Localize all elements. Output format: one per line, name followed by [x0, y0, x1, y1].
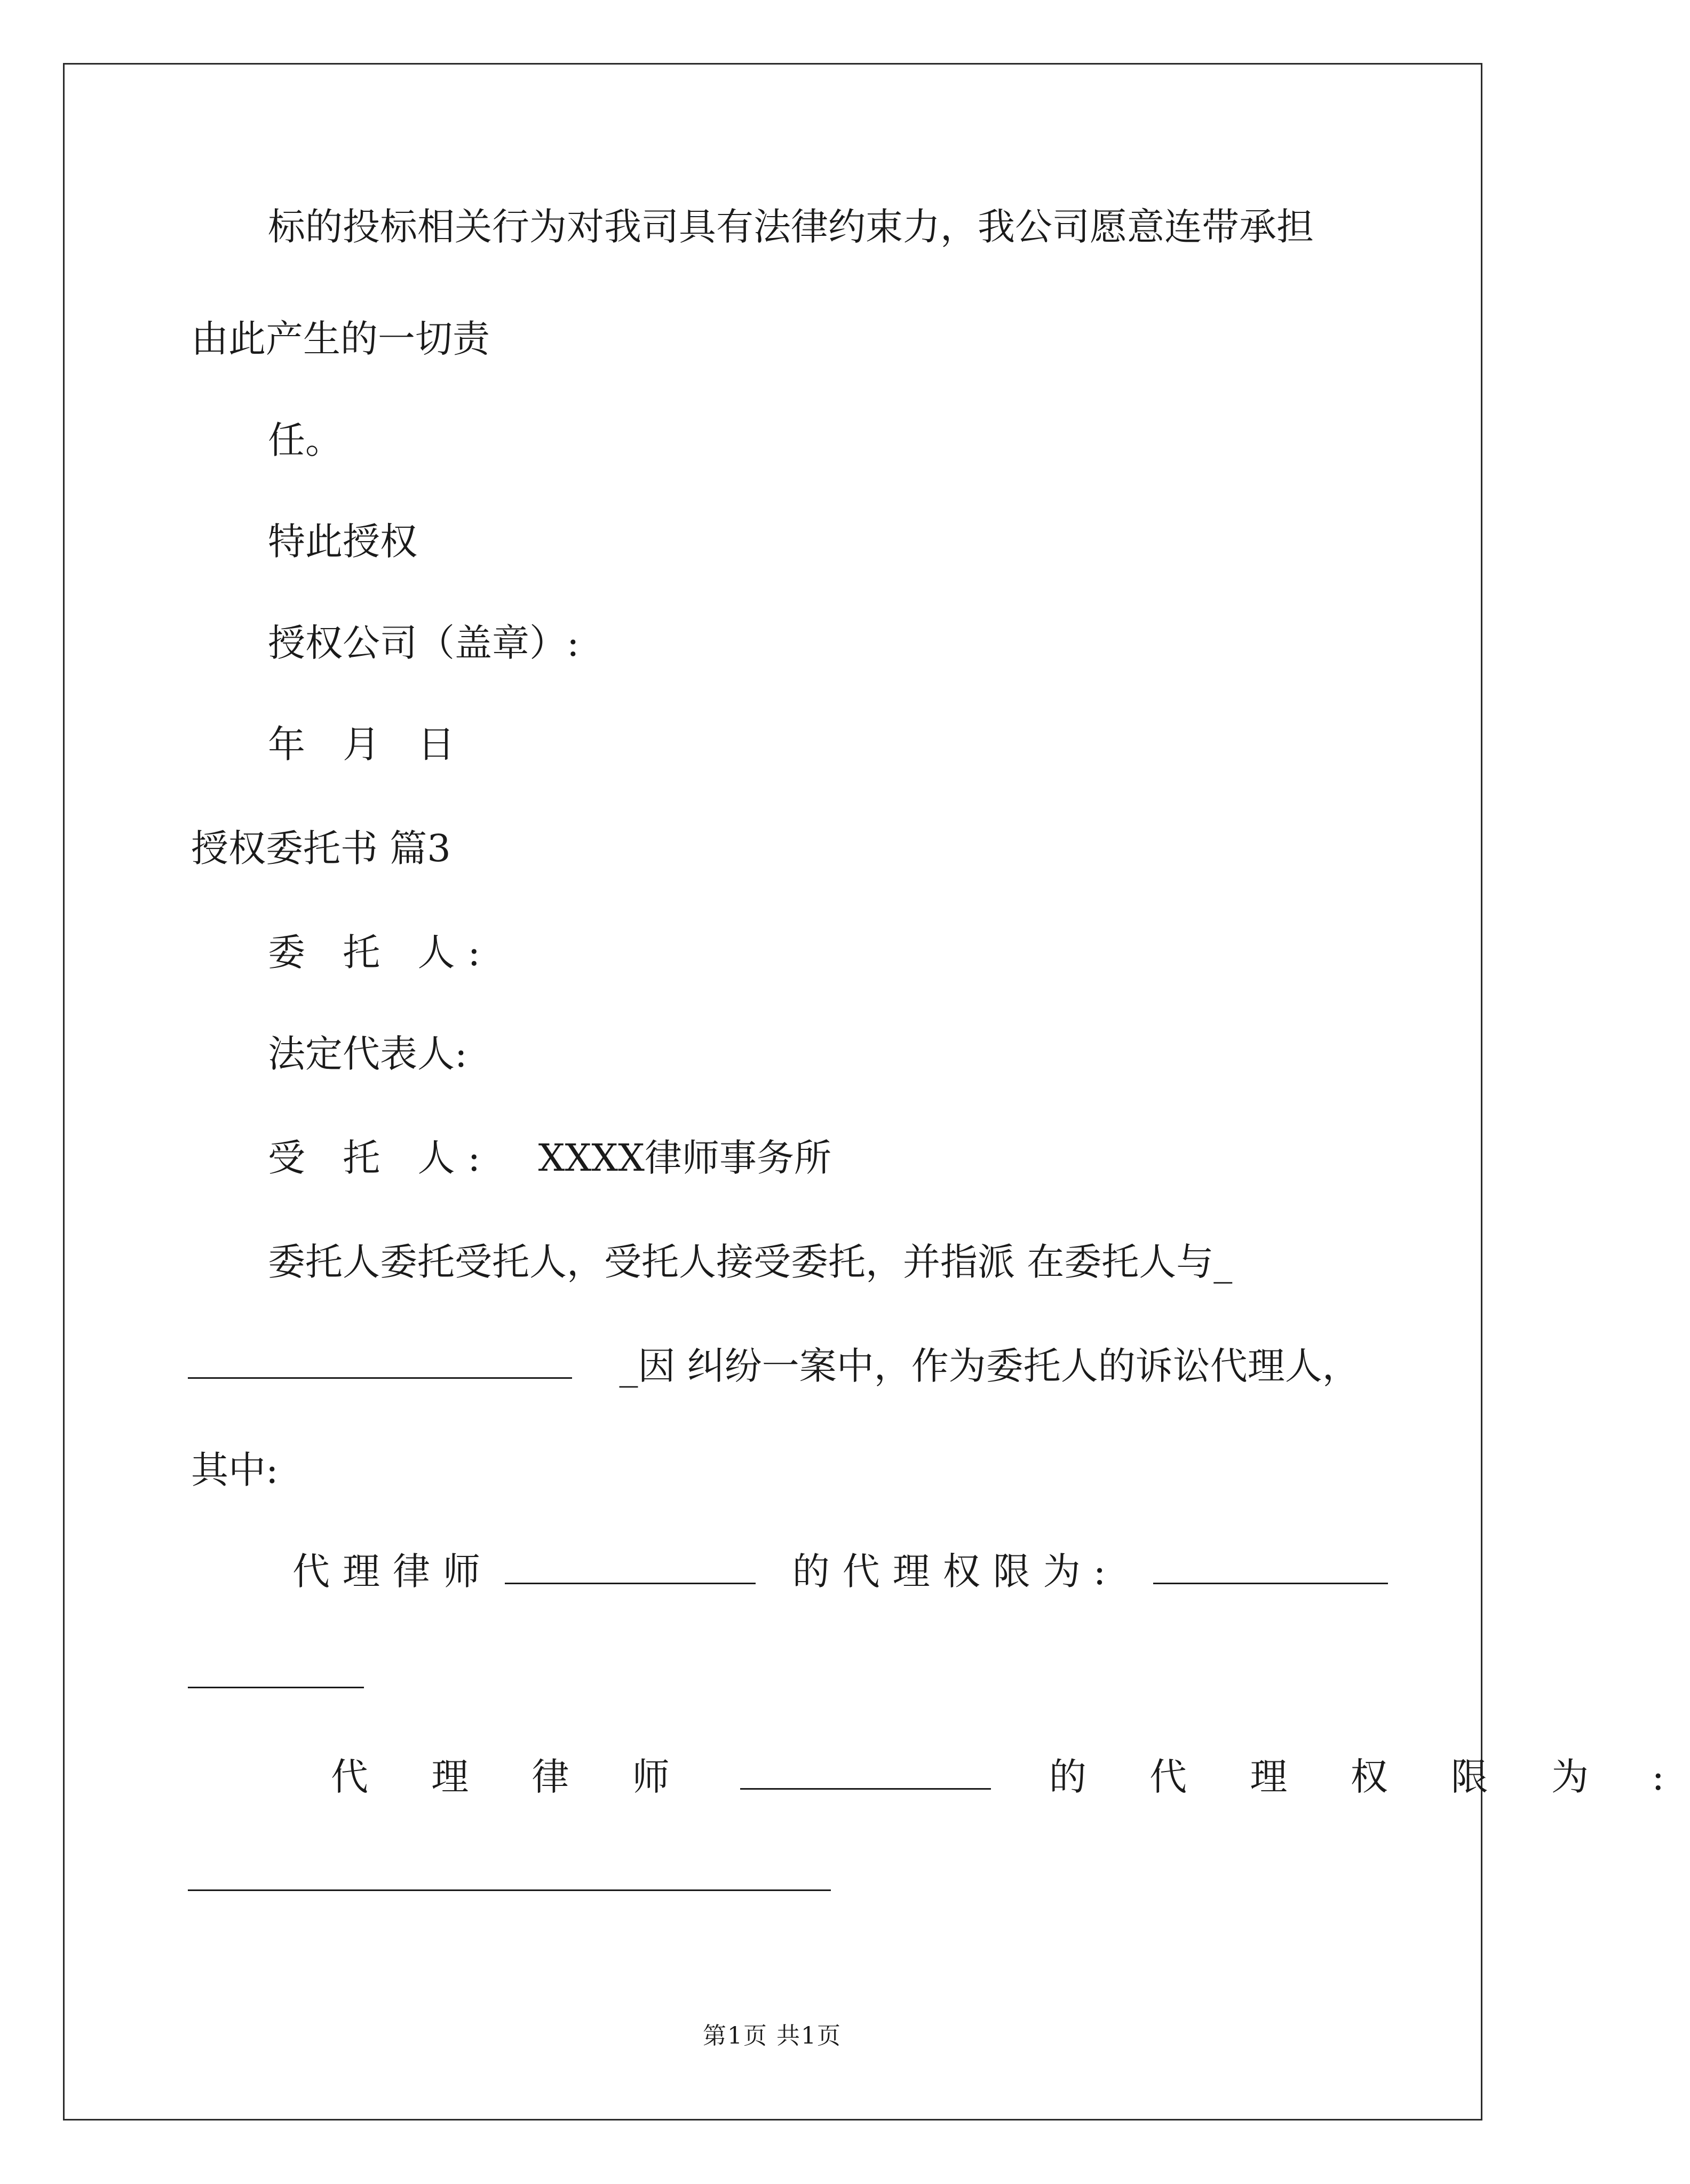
paragraph-line [188, 1854, 831, 1902]
lawyer2-middle: 的 代 理 权 限 为 : [1049, 1755, 1690, 1799]
lawyer2-prefix: 代 理 律 师 [331, 1755, 695, 1799]
paragraph-line [188, 1342, 1360, 1390]
agent-line [268, 1134, 831, 1182]
paragraph-line [188, 1651, 364, 1699]
paragraph-line: 其中: [191, 1448, 279, 1492]
paragraph-text: _因 纠纷一案中，作为委托人的诉讼代理人， [619, 1344, 1360, 1388]
page-border [63, 63, 1482, 2121]
paragraph-line: 授权公司（盖章）: [268, 621, 580, 665]
lawyer1-prefix: 代理律师 [292, 1550, 493, 1593]
paragraph-line: 委托人委托受托人，受托人接受委托，并指派 在委托人与_ [268, 1240, 1233, 1284]
paragraph-line: 标的投标相关行为对我司具有法律约束力，我公司愿意连带承担 [268, 205, 1314, 249]
legal-rep-label: 法定代表人: [268, 1032, 467, 1076]
blank-field [188, 1856, 831, 1891]
paragraph-line: 由此产生的一切责 [191, 317, 490, 361]
blank-field [740, 1755, 991, 1790]
principal-label: 委 托 人: [268, 931, 494, 974]
date-line: 年 月 日 [268, 722, 468, 766]
blank-field [188, 1654, 364, 1688]
blank-field [505, 1550, 756, 1584]
lawyer1-middle: 的代理权限为: [792, 1550, 1119, 1593]
lawyer2-line [331, 1753, 1690, 1801]
blank-field [1153, 1550, 1388, 1584]
page-footer: 第1页 共1页 [703, 2022, 842, 2050]
paragraph-line: 任。 [268, 418, 343, 462]
blank-field [188, 1344, 572, 1379]
paragraph-line: 特此授权 [268, 520, 417, 563]
section-heading: 授权委托书 篇3 [191, 827, 451, 870]
lawyer1-line [292, 1547, 1388, 1595]
agent-label: 受 托 人: [268, 1136, 494, 1180]
agent-firm: XXXX律师事务所 [538, 1136, 831, 1180]
